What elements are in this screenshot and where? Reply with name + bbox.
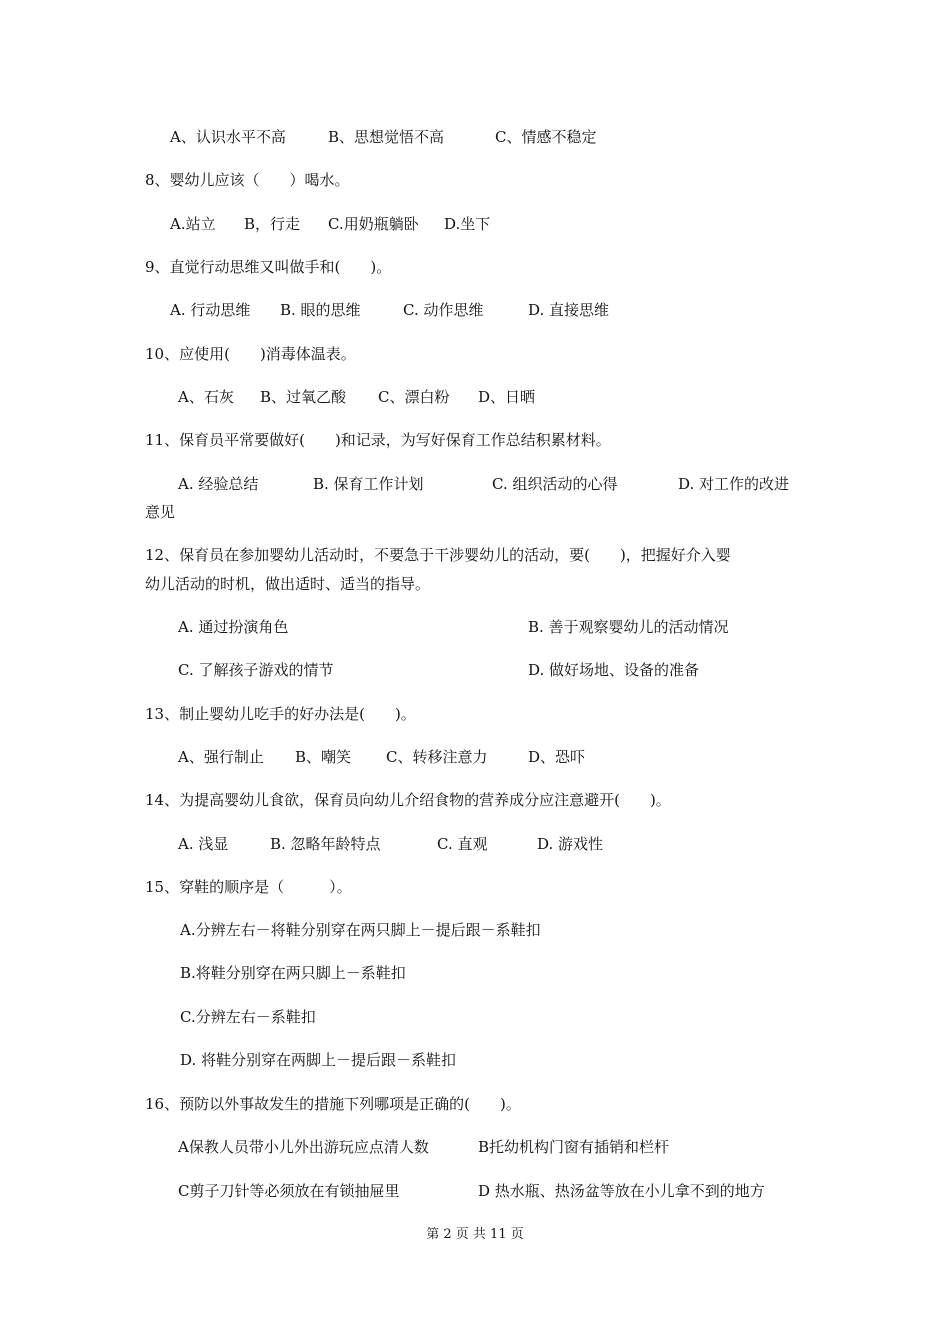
q12-stem-line2: 幼儿活动的时机，做出适时、适当的指导。: [145, 575, 431, 593]
q16-option-b: B托幼机构门窗有插销和栏杆: [478, 1138, 670, 1156]
q8-option-d: D.坐下: [444, 215, 491, 233]
q9-option-a: A. 行动思维: [170, 301, 251, 319]
q8-option-a: A.站立: [170, 215, 216, 233]
q14-option-c: C. 直观: [437, 835, 488, 853]
q12-stem-line1: 12、保育员在参加婴幼儿活动时，不要急于干涉婴幼儿的活动，要( )，把握好介入婴: [145, 546, 731, 564]
q12-option-b: B. 善于观察婴幼儿的活动情况: [528, 618, 729, 636]
page-number: 第 2 页 共 11 页: [426, 1227, 524, 1242]
q8-option-c: C.用奶瓶躺卧: [328, 215, 419, 233]
q16-option-d: D 热水瓶、热汤盆等放在小儿拿不到的地方: [478, 1182, 765, 1200]
q11-option-b: B. 保育工作计划: [313, 475, 424, 493]
q7-option-b: B、思想觉悟不高: [328, 128, 445, 146]
q14-option-a: A. 浅显: [178, 835, 229, 853]
q7-option-c: C、情感不稳定: [495, 128, 597, 146]
q11-option-c: C. 组织活动的心得: [492, 475, 618, 493]
q13-option-d: D、恐吓: [528, 748, 586, 766]
q13-option-a: A、强行制止: [178, 748, 264, 766]
q13-stem: 13、制止婴幼儿吃手的好办法是( )。: [145, 705, 416, 723]
q9-option-b: B. 眼的思维: [280, 301, 361, 319]
q16-option-c: C剪子刀针等必须放在有锁抽屉里: [178, 1182, 400, 1200]
q12-option-c: C. 了解孩子游戏的情节: [178, 661, 334, 679]
q9-option-c: C. 动作思维: [403, 301, 484, 319]
q16-option-a: A保教人员带小儿外出游玩应点清人数: [178, 1138, 429, 1156]
q10-option-a: A、石灰: [178, 388, 234, 406]
q11-option-a: A. 经验总结: [178, 475, 259, 493]
q13-option-b: B、嘲笑: [295, 748, 352, 766]
q15-option-d: D. 将鞋分别穿在两脚上－提后跟－系鞋扣: [180, 1051, 457, 1069]
q8-option-b: B，行走: [244, 215, 301, 233]
q7-option-a: A、认识水平不高: [170, 128, 286, 146]
q9-stem: 9、直觉行动思维又叫做手和( )。: [145, 258, 392, 276]
q11-stem: 11、保育员平常要做好( )和记录，为写好保育工作总结积累材料。: [145, 431, 611, 449]
q16-stem: 16、预防以外事故发生的措施下列哪项是正确的( )。: [145, 1095, 521, 1113]
q15-option-c: C.分辨左右－系鞋扣: [180, 1008, 316, 1026]
q14-option-b: B. 忽略年龄特点: [270, 835, 381, 853]
q14-option-d: D. 游戏性: [537, 835, 604, 853]
q14-stem: 14、为提高婴幼儿食欲，保育员向幼儿介绍食物的营养成分应注意避开( )。: [145, 791, 671, 809]
q10-option-b: B、过氧乙酸: [260, 388, 347, 406]
q12-option-a: A. 通过扮演角色: [178, 618, 289, 636]
q10-option-d: D、日晒: [478, 388, 536, 406]
q13-option-c: C、转移注意力: [386, 748, 488, 766]
q15-option-a: A.分辨左右－将鞋分别穿在两只脚上－提后跟－系鞋扣: [180, 921, 541, 939]
q15-option-b: B.将鞋分别穿在两只脚上－系鞋扣: [180, 964, 406, 982]
q11-option-d: D. 对工作的改进: [678, 475, 790, 493]
q11-option-d-continuation: 意见: [145, 503, 176, 521]
q8-stem: 8、婴幼儿应该（ ）喝水。: [145, 171, 350, 189]
q15-stem: 15、穿鞋的顺序是（ ）。: [145, 878, 352, 896]
q10-stem: 10、应使用( )消毒体温表。: [145, 345, 356, 363]
q9-option-d: D. 直接思维: [528, 301, 610, 319]
q10-option-c: C、漂白粉: [378, 388, 450, 406]
q12-option-d: D. 做好场地、设备的准备: [528, 661, 700, 679]
